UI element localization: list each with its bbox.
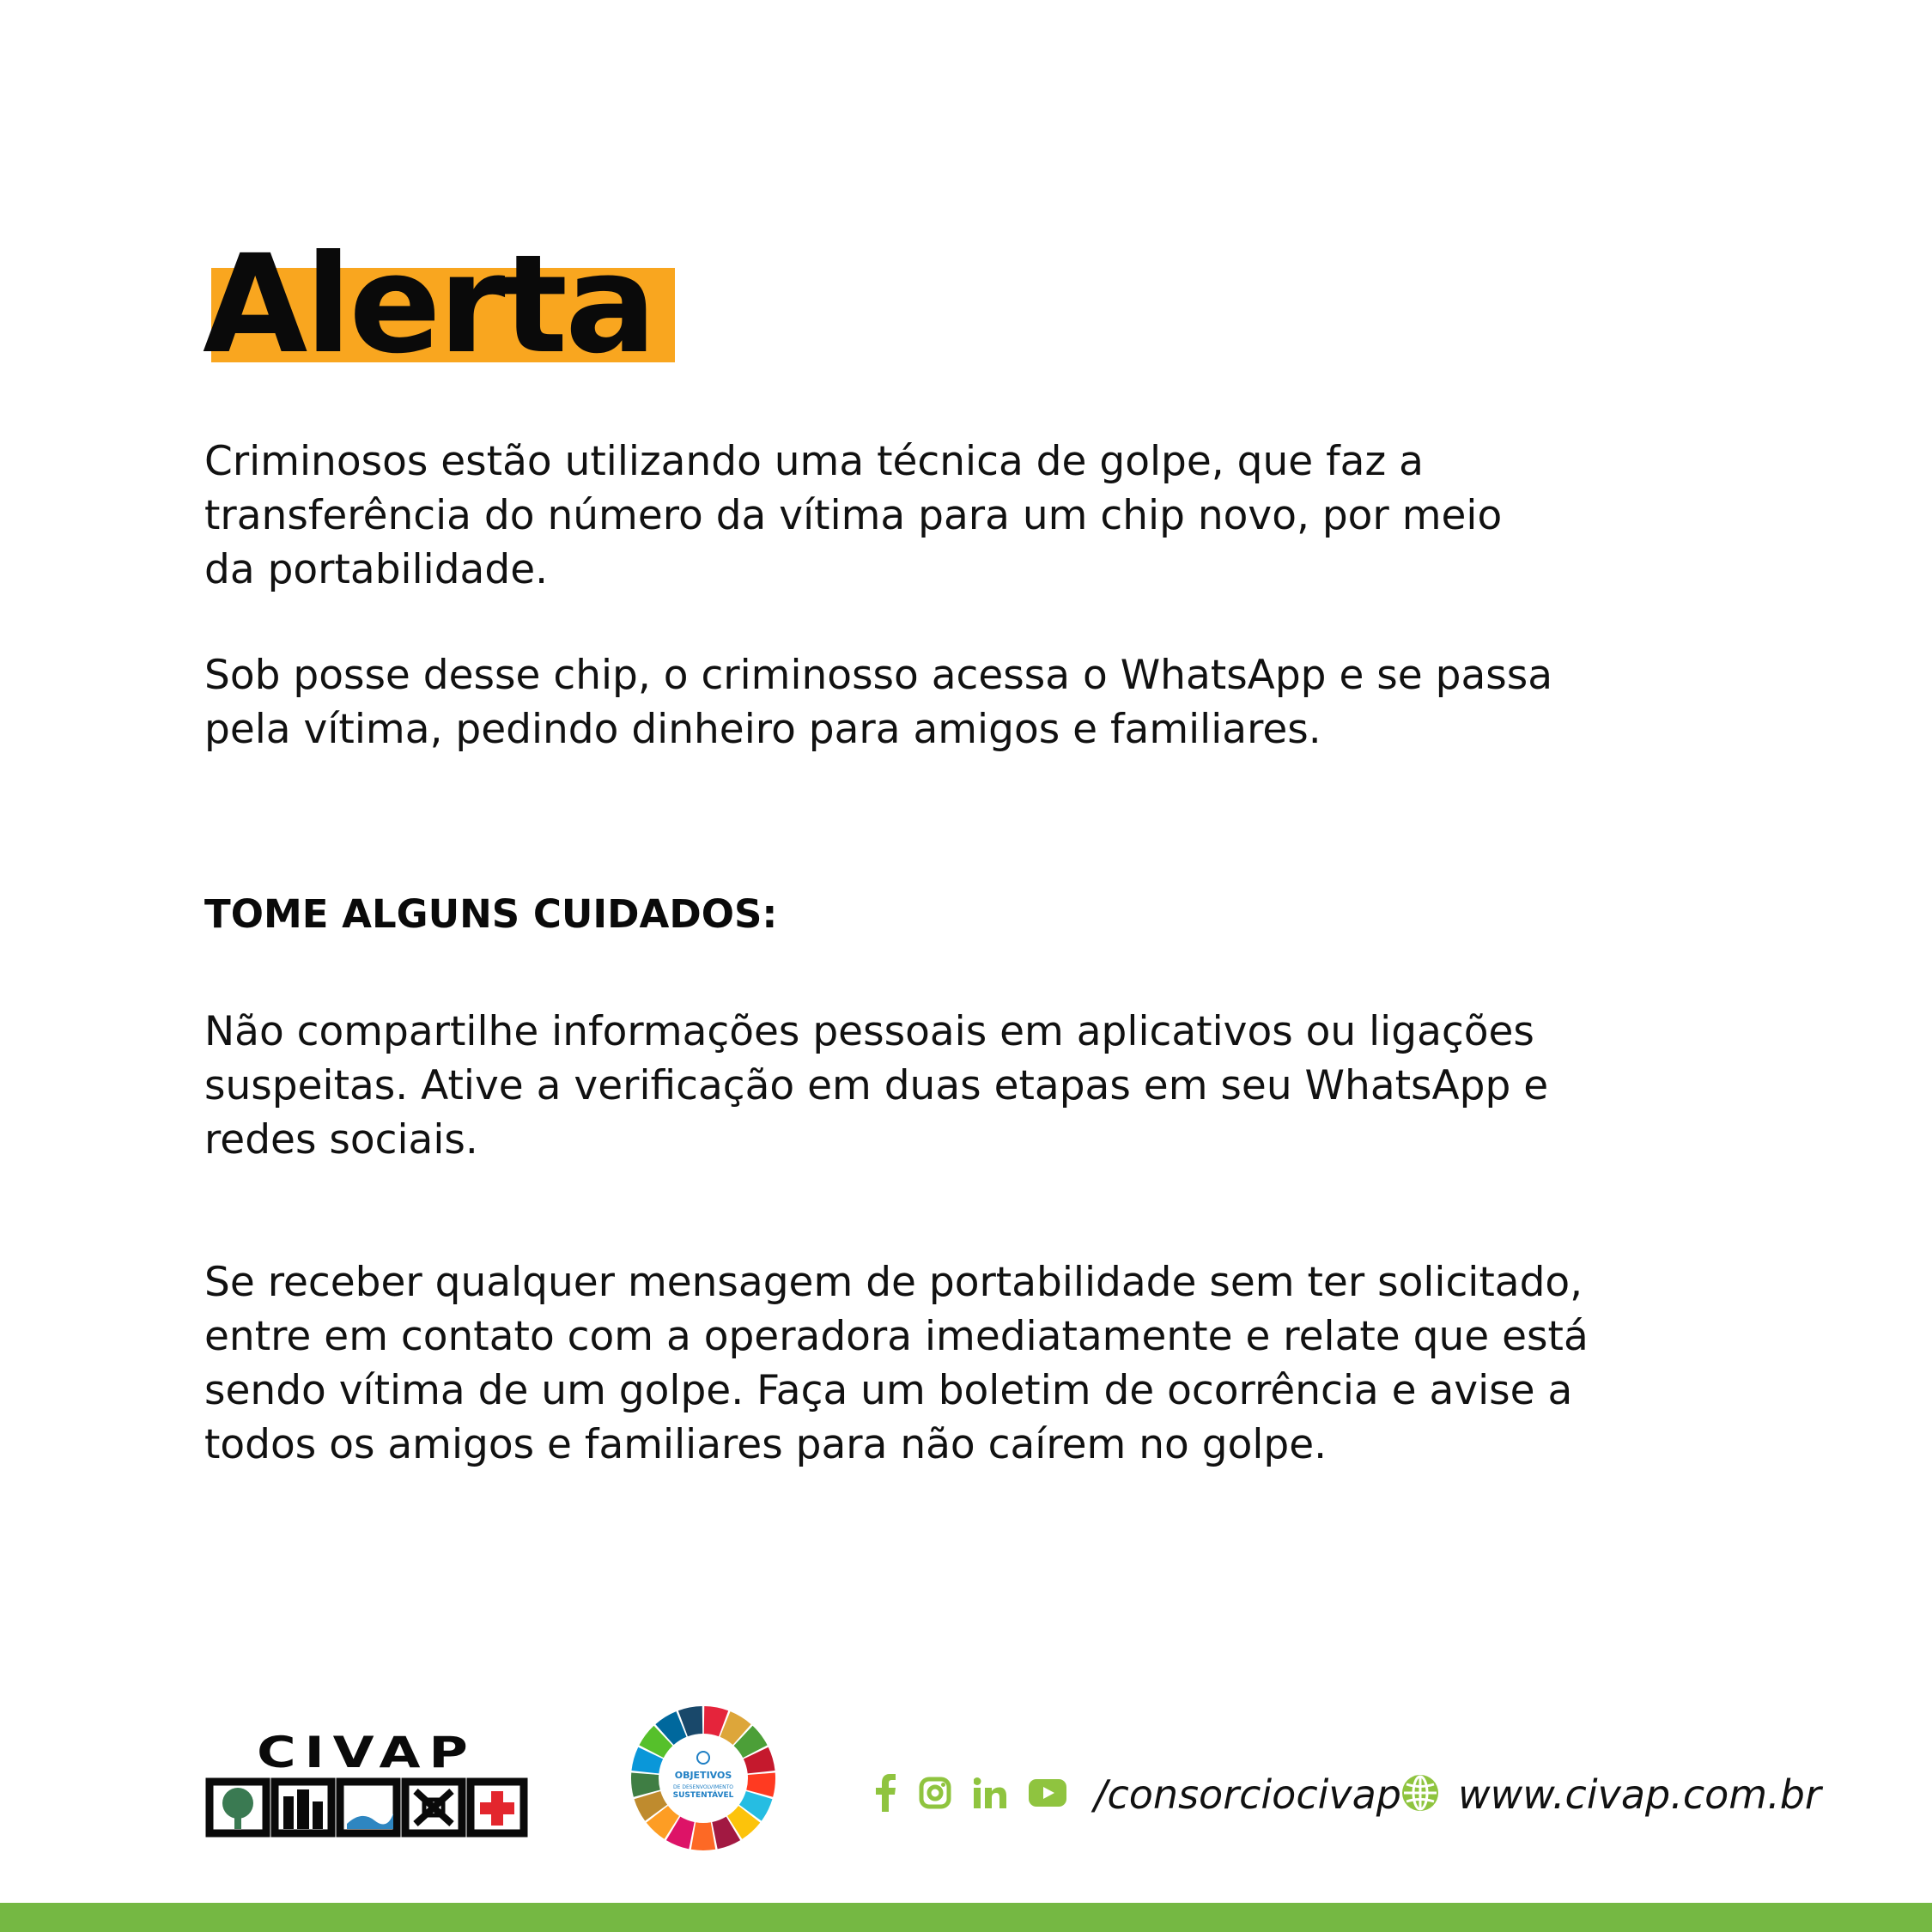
section-heading: TOME ALGUNS CUIDADOS: xyxy=(204,891,778,937)
title-block xyxy=(203,226,683,384)
facebook-icon[interactable] xyxy=(876,1774,896,1815)
paragraph-line: redes sociais. xyxy=(204,1116,478,1163)
paragraph-line: da portabilidade. xyxy=(204,546,549,593)
paragraph-intro xyxy=(204,434,1716,597)
civap-logo xyxy=(203,1728,531,1839)
bottom-bar xyxy=(0,1903,1932,1932)
ods-logo-text-1: OBJETIVOS xyxy=(674,1770,732,1781)
linkedin-icon[interactable] xyxy=(974,1777,1006,1812)
paragraph-line: transferência do número da vítima para um chip novo, por meio xyxy=(204,492,1503,539)
paragraph-line: sendo vítima de um golpe. Faça um boletim de ocorrência e avise a xyxy=(204,1367,1573,1414)
paragraph-tips xyxy=(204,1005,1716,1167)
page-title: Alerta xyxy=(203,226,654,384)
paragraph-line: pela vítima, pedindo dinheiro para amigos e familiares. xyxy=(204,706,1321,753)
paragraph-line: Se receber qualquer mensagem de portabilidade sem ter solicitado, xyxy=(204,1259,1583,1306)
paragraph-whatsapp xyxy=(204,648,1716,756)
ods-logo-text-3: SUSTENTÁVEL xyxy=(672,1791,734,1800)
paragraph-line: Criminosos estão utilizando uma técnica de golpe, que faz a xyxy=(204,438,1424,485)
paragraph-line: Sob posse desse chip, o criminosso acessa o WhatsApp e se passa xyxy=(204,652,1553,699)
youtube-icon[interactable] xyxy=(1029,1779,1066,1810)
civap-logo-text: CIVAP xyxy=(257,1728,477,1778)
social-links xyxy=(876,1765,1401,1825)
paragraph-action xyxy=(204,1255,1716,1472)
ods-segment xyxy=(691,1822,715,1850)
paragraph-line: todos os amigos e familiares para não caírem no golpe. xyxy=(204,1421,1327,1468)
paragraph-line: suspeitas. Ative a verificação em duas etapas em seu WhatsApp e xyxy=(204,1062,1549,1109)
paragraph-line: Não compartilhe informações pessoais em aplicativos ou ligações xyxy=(204,1008,1534,1055)
website-link[interactable] xyxy=(1401,1765,1821,1825)
ods-logo-text-2: DE DESENVOLVIMENTO xyxy=(673,1784,733,1790)
social-handle[interactable]: /consorciocivap xyxy=(1094,1771,1402,1818)
ods-logo xyxy=(629,1704,777,1852)
website-url[interactable]: www.civap.com.br xyxy=(1458,1771,1821,1818)
globe-icon xyxy=(1401,1774,1439,1815)
paragraph-line: entre em contato com a operadora imediatamente e relate que está xyxy=(204,1313,1589,1360)
instagram-icon[interactable] xyxy=(919,1777,951,1813)
